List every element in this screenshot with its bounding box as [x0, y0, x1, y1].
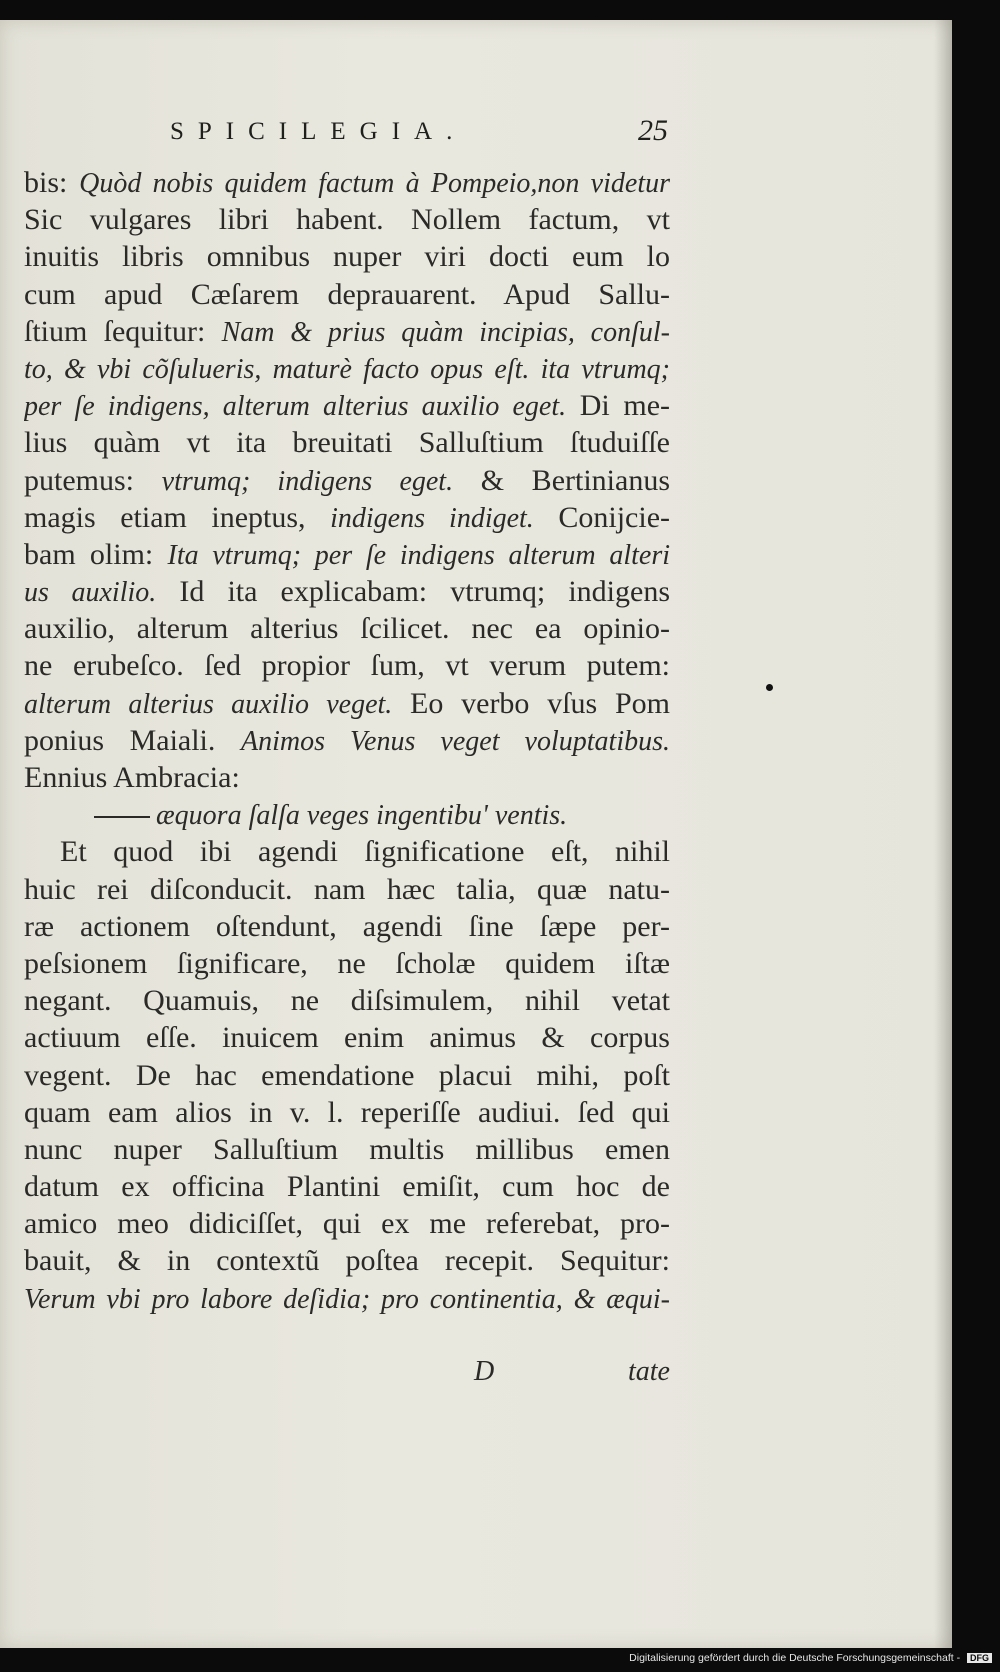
page-footer: [24, 1356, 670, 1396]
text-line: [24, 1205, 670, 1242]
digitization-credit: [629, 1652, 992, 1664]
text-line: [24, 1242, 670, 1279]
text-segment: ſtium ſequitur:: [24, 314, 222, 348]
italic-segment: Ita vtrumq; per ſe indigens alterum alteri: [167, 539, 670, 571]
book-page: [0, 20, 952, 1648]
text-line: [24, 647, 670, 684]
text-segment: ponius Maiali.: [24, 723, 241, 757]
ink-speck: [766, 684, 773, 691]
text-line: [24, 945, 670, 982]
text-segment: Conijcie-: [533, 500, 670, 534]
text-line: [24, 833, 670, 870]
italic-segment: alterum alterius auxilio veget.: [24, 688, 393, 720]
text-line: [24, 1131, 670, 1168]
text-segment: Et quod ibi agendi ſignificatione eſt, nihil: [60, 835, 670, 869]
italic-segment: us auxilio.: [24, 577, 157, 609]
text-segment: Eo verbo vſus Pom: [392, 686, 670, 720]
page-header: [170, 112, 670, 156]
quote-dash: [94, 816, 150, 818]
page-number: 25: [638, 114, 668, 147]
text-line: [24, 1019, 670, 1056]
text-segment: datum ex officina Plantini emiſit, cum hoc de: [24, 1170, 670, 1204]
text-line: [24, 685, 670, 722]
text-line: [24, 424, 670, 461]
text-line: [24, 350, 670, 387]
text-segment: nunc nuper Salluſtium multis millibus emen: [24, 1132, 670, 1166]
text-line: [24, 164, 670, 201]
text-line: [24, 1057, 670, 1094]
text-segment: Di me-: [566, 389, 670, 423]
text-segment: Ennius Ambracia:: [24, 761, 240, 794]
italic-segment: Quòd nobis quidem factum à Pompeio,non videtur: [79, 168, 670, 199]
text-line: [24, 610, 670, 647]
text-segment: peſsionem ſignificare, ne ſcholæ quidem iſtæ: [24, 946, 670, 980]
text-segment: magis etiam ineptus,: [24, 500, 331, 534]
text-segment: ne erubeſco. ſed propior ſum, vt verum putem:: [24, 649, 670, 683]
text-segment: lius quàm vt ita breuitati Salluſtium ſtuduiſſe: [24, 426, 670, 460]
text-line: [24, 982, 670, 1019]
text-segment: vegent. De hac emendatione placui mihi, poſt: [24, 1058, 670, 1092]
running-title: SPICILEGIA.: [170, 118, 467, 145]
text-line: [24, 796, 670, 833]
credit-text: Digitalisierung gefördert durch die Deutsche Forschungsgemeinschaft -: [629, 1652, 961, 1664]
text-line: [24, 536, 670, 573]
text-line: [24, 462, 670, 499]
text-segment: ræ actionem oſtendunt, agendi ſine ſæpe per-: [24, 909, 670, 943]
text-line: [24, 387, 670, 424]
text-segment: actiuum eſſe. inuicem enim animus & corpus: [24, 1021, 670, 1055]
text-line: [24, 1280, 670, 1317]
text-segment: quam eam alios in v. l. reperiſſe audiui. ſed qui: [24, 1095, 670, 1129]
text-line: [24, 313, 670, 350]
text-line: [24, 238, 670, 275]
text-segment: negant. Quamuis, ne diſsimulem, nihil vetat: [24, 984, 670, 1018]
italic-segment: indigens indiget.: [330, 502, 534, 534]
text-segment: Id ita explicabam: vtrumq; indigens: [156, 575, 670, 609]
body-text: [24, 164, 670, 1317]
text-segment: & Bertinianus: [453, 463, 670, 497]
text-line: [24, 722, 670, 759]
text-segment: bam olim:: [24, 537, 168, 571]
text-line: [24, 499, 670, 536]
text-line: [24, 871, 670, 908]
text-segment: cum apud Cæſarem deprauarent. Apud Sallu-: [24, 277, 670, 311]
text-segment: inuitis libris omnibus nuper viri docti eum lo: [24, 240, 670, 274]
text-segment: Sic vulgares libri habent. Nollem factum, vt: [24, 203, 670, 237]
text-line: [24, 1168, 670, 1205]
text-segment: auxilio, alterum alterius ſcilicet. nec ea opinio-: [24, 612, 670, 646]
text-segment: putemus:: [24, 463, 162, 497]
text-line: [24, 201, 670, 238]
dfg-logo-icon: DFG: [967, 1653, 992, 1663]
text-line: [24, 759, 670, 796]
text-line: [24, 908, 670, 945]
text-line: [24, 1094, 670, 1131]
text-segment: bis:: [24, 166, 80, 199]
text-line: [24, 276, 670, 313]
italic-segment: vtrumq; indigens eget.: [161, 465, 454, 497]
signature-mark: D: [474, 1356, 495, 1387]
text-segment: bauit, & in contextũ poſtea recepit. Sequitur:: [24, 1244, 670, 1278]
italic-segment: to, & vbi cõſulueris, maturè facto opus eſt. ita vtrumq;: [24, 353, 670, 385]
text-line: [24, 573, 670, 610]
italic-segment: Animos Venus veget voluptatibus.: [240, 725, 670, 757]
italic-segment: per ſe indigens, alterum alterius auxilio eget.: [24, 391, 567, 423]
catchword: tate: [628, 1356, 670, 1387]
text-segment: amico meo didiciſſet, qui ex me referebat, pro-: [24, 1207, 670, 1241]
italic-segment: Nam & prius quàm incipias, conſul-: [221, 316, 670, 348]
italic-segment: æquora ſalſa veges ingentibu' ventis.: [156, 800, 568, 832]
text-segment: huic rei diſconducit. nam hæc talia, quæ natu-: [24, 872, 670, 906]
italic-segment: Verum vbi pro labore deſidia; pro continentia, & æqui-: [24, 1283, 670, 1315]
